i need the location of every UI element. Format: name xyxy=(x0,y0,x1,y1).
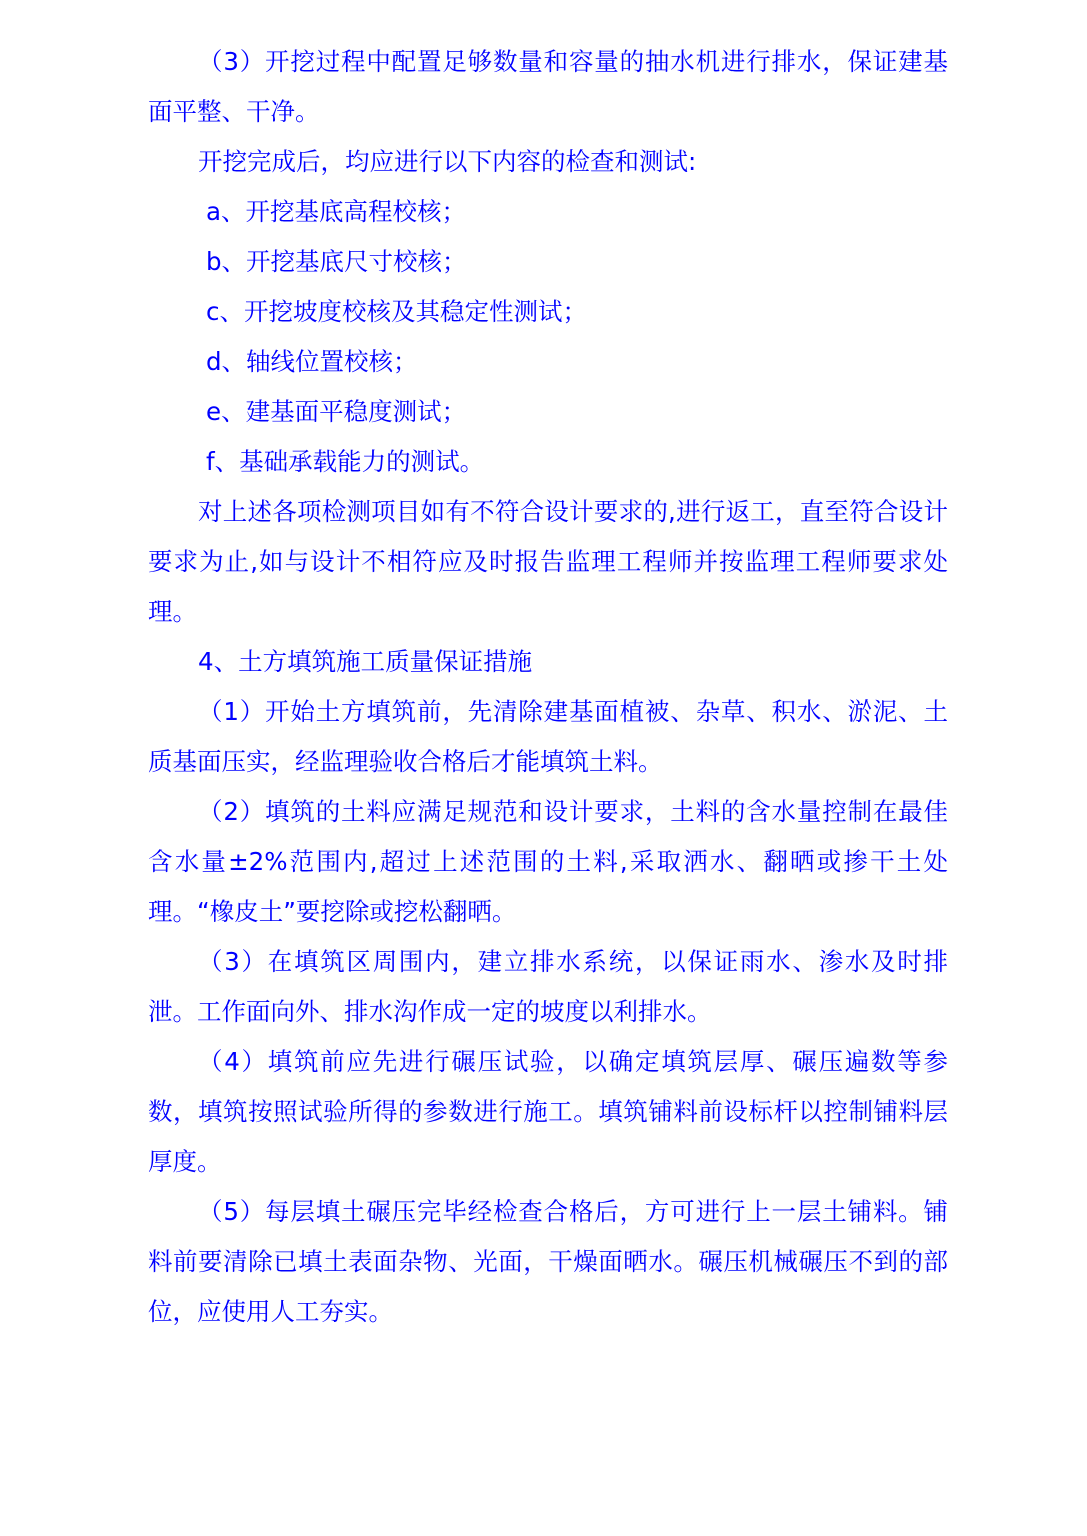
paragraph-fill-item-5: （5）每层填土碾压完毕经检查合格后，方可进行上一层土铺料。铺料前要清除已填土表面杂物、光面，干燥面晒水。碾压机械碾压不到的部位，应使用人工夯实。 xyxy=(148,1197,948,1326)
list-item-axis-check: d、轴线位置校核； xyxy=(206,347,418,376)
paragraph-inspection-intro: 开挖完成后，均应进行以下内容的检查和测试: xyxy=(198,147,697,176)
paragraph-fill-item-1: （1）开始土方填筑前，先清除建基面植被、杂草、积水、淤泥、土质基面压实，经监理验收合格后才能填筑土料。 xyxy=(148,697,948,776)
section-heading-fill-quality: 4、土方填筑施工质量保证措施 xyxy=(198,647,533,676)
list-item-bearing-test: f、基础承载能力的测试。 xyxy=(206,447,485,476)
list-item-elevation-check: a、开挖基底高程校核； xyxy=(206,197,467,226)
paragraph-fill-item-4: （4）填筑前应先进行碾压试验，以确定填筑层厚、碾压遍数等参数，填筑按照试验所得的参数进行施工。填筑铺料前设标杆以控制铺料层厚度。 xyxy=(148,1047,948,1176)
list-item-dimension-check: b、开挖基底尺寸校核； xyxy=(206,247,467,276)
paragraph-fill-item-3: （3）在填筑区周围内，建立排水系统，以保证雨水、渗水及时排泄。工作面向外、排水沟作成一定的坡度以利排水。 xyxy=(148,947,948,1026)
list-item-slope-check: c、开挖坡度校核及其稳定性测试； xyxy=(206,297,587,326)
list-item-flatness-test: e、建基面平稳度测试； xyxy=(206,397,467,426)
paragraph-rework: 对上述各项检测项目如有不符合设计要求的,进行返工，直至符合设计要求为止,如与设计不相符应及时报告监理工程师并按监理工程师要求处理。 xyxy=(148,497,948,626)
paragraph-fill-item-2: （2）填筑的土料应满足规范和设计要求，土料的含水量控制在最佳含水量±2%范围内,超过上述范围的土料,采取洒水、翻晒或掺干土处理。“橡皮土”要挖除或挖松翻晒。 xyxy=(148,797,948,926)
paragraph-excavation-drainage: （3）开挖过程中配置足够数量和容量的抽水机进行排水，保证建基面平整、干净。 xyxy=(148,47,948,126)
document-page xyxy=(148,37,948,1337)
